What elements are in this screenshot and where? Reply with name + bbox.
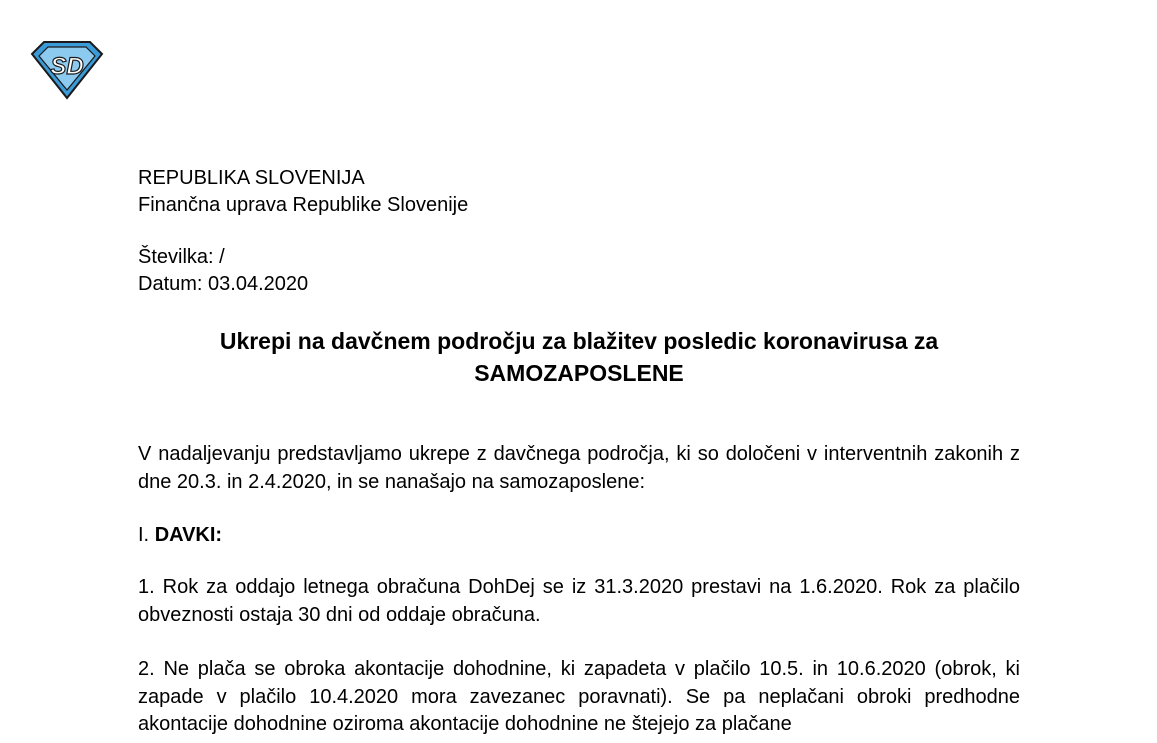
document-number: Številka: / [138,246,225,268]
document-title-line-2: SAMOZAPOSLENE [474,360,684,386]
country-name: REPUBLIKA SLOVENIJA [138,167,365,189]
organization-logo [30,40,104,100]
item-1-paragraph: 1. Rok za oddajo letnega obračuna DohDej se iz 31.3.2020 prestavi na 1.6.2020. Rok za plačilo obveznosti ostaja 30 dni od oddaje obračuna. [138,576,1020,626]
logo-letters: SD [50,53,84,80]
document-date: Datum: 03.04.2020 [138,273,309,295]
agency-name: Finančna uprava Republike Slovenije [138,194,469,216]
section-number: I. [138,524,150,546]
section-heading [138,522,222,548]
document-title-line-1: Ukrepi na davčnem področju za blažitev posledic koronavirusa za [219,328,939,354]
item-2-paragraph: 2. Ne plača se obroka akontacije dohodnine, ki zapadeta v plačilo 10.5. in 10.6.2020 (obrok, ki zapade v plačilo 10.4.2020 mora zavezanec poravnati). Se pa neplačani obroki predhodne akontacije dohodnine oziroma akontacije dohodnine ne štejejo za plačane [138,658,1020,735]
intro-paragraph: V nadaljevanju predstavljamo ukrepe z davčnega področja, ki so določeni v interventnih zakonih z dne 20.3. in 2.4.2020, in se nanašajo na samozaposlene: [138,443,1020,493]
section-title: DAVKI: [154,524,223,546]
